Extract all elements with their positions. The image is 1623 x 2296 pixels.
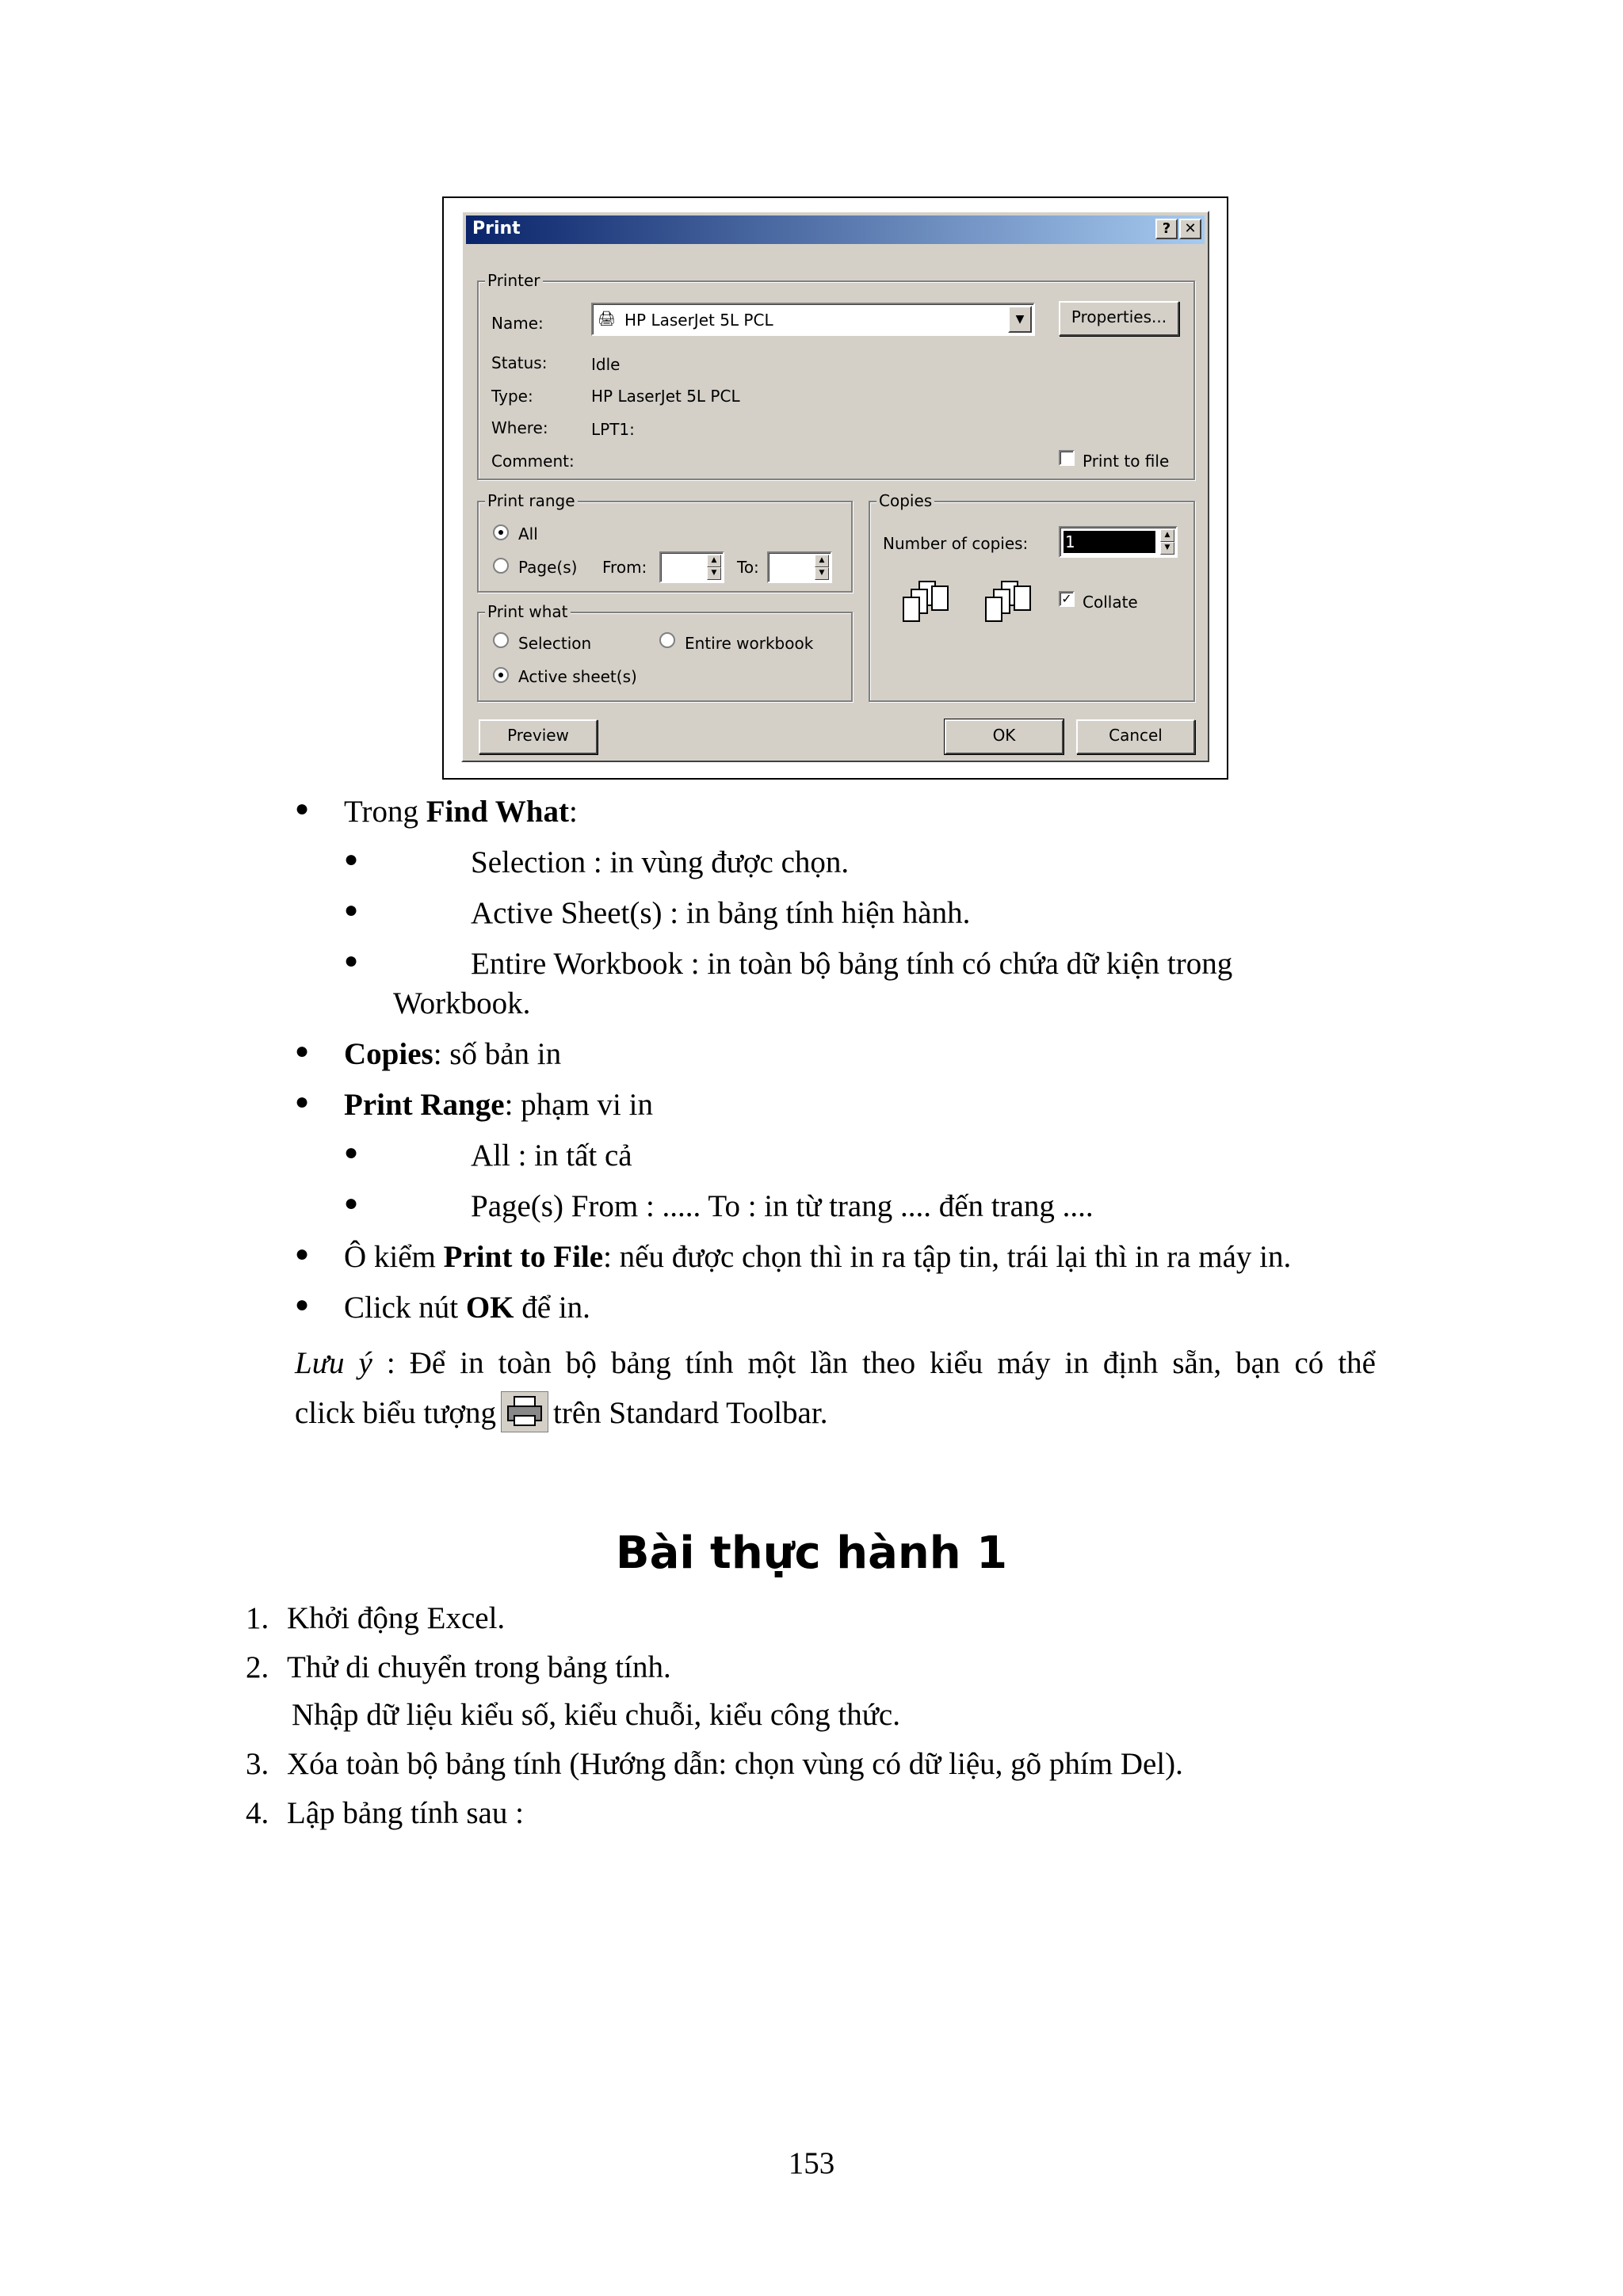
pages-item: Page(s) From : ..... To : in từ trang .... đến trang .... bbox=[471, 1189, 1094, 1223]
bullet: ● bbox=[344, 897, 359, 923]
bold-term: OK bbox=[465, 1291, 514, 1325]
bold-term: Copies bbox=[344, 1037, 433, 1071]
print-to-file-checkbox[interactable] bbox=[1059, 450, 1075, 466]
cancel-button[interactable]: Cancel bbox=[1076, 719, 1195, 754]
print-icon bbox=[501, 1391, 548, 1432]
status-value: Idle bbox=[591, 355, 621, 374]
find-what-item bbox=[344, 794, 578, 830]
text: : số bản in bbox=[433, 1037, 562, 1071]
where-value: LPT1: bbox=[591, 420, 635, 439]
bullet: ● bbox=[344, 846, 359, 872]
chevron-down-icon[interactable]: ▼ bbox=[1008, 306, 1032, 333]
print-dialog-screenshot bbox=[442, 196, 1228, 780]
bold-term: Print to File bbox=[443, 1240, 604, 1274]
bullet: ● bbox=[344, 1190, 359, 1216]
selection-item: Selection : in vùng được chọn. bbox=[471, 845, 850, 879]
dialog-titlebar bbox=[466, 215, 1205, 244]
printer-name-select[interactable] bbox=[591, 303, 1035, 336]
to-spinner[interactable]: ▲ ▼ bbox=[815, 555, 829, 580]
print-range-item bbox=[344, 1087, 653, 1123]
num-copies-value: 1 bbox=[1064, 531, 1155, 553]
print-to-file-label: Print to file bbox=[1083, 452, 1170, 471]
note-line-1 bbox=[295, 1345, 1376, 1382]
printer-group-label: Printer bbox=[485, 271, 543, 290]
dialog-title: Print bbox=[472, 219, 521, 238]
printer-name-value: HP LaserJet 5L PCL bbox=[624, 311, 773, 330]
exercise-item-text: Lập bảng tính sau : bbox=[287, 1796, 524, 1830]
exercise-item-text: Thử di chuyển trong bảng tính. bbox=[287, 1650, 671, 1684]
active-sheets-item: Active Sheet(s) : in bảng tính hiện hành. bbox=[471, 896, 971, 930]
all-label: All bbox=[518, 524, 538, 543]
text: : Để in toàn bộ bảng tính một lần theo kiểu máy in định sẵn, bạn có thể bbox=[372, 1346, 1376, 1380]
text: : phạm vi in bbox=[504, 1088, 653, 1122]
from-label: From: bbox=[602, 558, 647, 577]
text: Click nút bbox=[344, 1291, 466, 1325]
type-value: HP LaserJet 5L PCL bbox=[591, 387, 740, 406]
comment-label: Comment: bbox=[491, 452, 575, 471]
active-sheets-label: Active sheet(s) bbox=[518, 667, 637, 686]
text: Trong bbox=[344, 795, 426, 829]
all-radio[interactable] bbox=[493, 524, 509, 540]
exercise-item-num: 3. bbox=[246, 1747, 269, 1781]
printer-icon: 🖨 bbox=[598, 311, 616, 327]
entire-workbook-radio[interactable] bbox=[659, 632, 675, 648]
entire-workbook-item-cont: Workbook. bbox=[393, 986, 531, 1020]
close-button[interactable]: ✕ bbox=[1179, 219, 1201, 239]
uncollated-pages-icon bbox=[899, 578, 954, 639]
exercise-item-num: 1. bbox=[246, 1601, 269, 1635]
bullet: ● bbox=[295, 1089, 310, 1115]
print-what-group bbox=[477, 602, 853, 702]
exercise-item-text: Xóa toàn bộ bảng tính (Hướng dẫn: chọn vùng có dữ liệu, gõ phím Del). bbox=[287, 1747, 1183, 1781]
bullet: ● bbox=[344, 948, 359, 974]
bold-term: Find What bbox=[426, 795, 569, 829]
ok-button[interactable]: OK bbox=[945, 719, 1064, 754]
print-what-group-label: Print what bbox=[485, 602, 571, 621]
entire-workbook-item: Entire Workbook : in toàn bộ bảng tính có chứa dữ kiện trong bbox=[471, 947, 1233, 981]
text: : bbox=[568, 795, 578, 829]
exercise-item-text: Khởi động Excel. bbox=[287, 1601, 506, 1635]
collate-checkbox[interactable]: ✓ bbox=[1059, 591, 1075, 607]
num-copies-spinner[interactable]: ▲ ▼ bbox=[1160, 529, 1174, 555]
active-sheets-radio[interactable] bbox=[493, 667, 509, 683]
collate-label: Collate bbox=[1083, 593, 1138, 612]
print-dialog bbox=[461, 211, 1209, 762]
pages-radio[interactable] bbox=[493, 558, 509, 574]
from-input[interactable] bbox=[659, 551, 724, 583]
bullet: ● bbox=[344, 1139, 359, 1165]
note-line-2 bbox=[295, 1391, 827, 1432]
exercise-title: Bài thực hành 1 bbox=[615, 1527, 1008, 1579]
exercise-item-num: 4. bbox=[246, 1796, 269, 1830]
bullet: ● bbox=[295, 1291, 310, 1318]
from-spinner[interactable]: ▲ ▼ bbox=[707, 555, 721, 580]
where-label: Where: bbox=[491, 418, 548, 437]
type-label: Type: bbox=[491, 387, 533, 406]
print-to-file-item bbox=[344, 1239, 1291, 1276]
copies-group-label: Copies bbox=[876, 491, 934, 510]
click-ok-item bbox=[344, 1290, 590, 1326]
exercise-item-num: 2. bbox=[246, 1650, 269, 1684]
print-range-group-label: Print range bbox=[485, 491, 578, 510]
to-label: To: bbox=[737, 558, 759, 577]
selection-radio[interactable] bbox=[493, 632, 509, 648]
bold-term: Print Range bbox=[344, 1088, 505, 1122]
help-button[interactable]: ? bbox=[1155, 219, 1178, 239]
properties-button[interactable]: Properties... bbox=[1059, 301, 1179, 336]
bullet: ● bbox=[295, 795, 310, 822]
note-label: Lưu ý bbox=[295, 1346, 372, 1380]
name-label: Name: bbox=[491, 314, 544, 333]
copies-item bbox=[344, 1036, 561, 1073]
num-copies-input[interactable] bbox=[1059, 526, 1178, 558]
text: Ô kiểm bbox=[344, 1240, 444, 1274]
bullet: ● bbox=[295, 1241, 310, 1267]
text: trên Standard Toolbar. bbox=[553, 1396, 828, 1430]
all-item: All : in tất cả bbox=[471, 1138, 632, 1173]
preview-button[interactable]: Preview bbox=[479, 719, 598, 754]
status-label: Status: bbox=[491, 353, 548, 372]
exercise-item-text: Nhập dữ liệu kiểu số, kiểu chuỗi, kiểu công thức. bbox=[292, 1698, 900, 1732]
selection-label: Selection bbox=[518, 634, 592, 653]
text: : nếu được chọn thì in ra tập tin, trái lại thì in ra máy in. bbox=[603, 1240, 1292, 1274]
page-number: 153 bbox=[788, 2146, 835, 2180]
pages-label: Page(s) bbox=[518, 558, 578, 577]
bullet: ● bbox=[295, 1038, 310, 1064]
collated-pages-icon bbox=[981, 578, 1037, 639]
text: để in. bbox=[514, 1291, 590, 1325]
to-input[interactable] bbox=[767, 551, 832, 583]
text: click biểu tượng bbox=[295, 1396, 497, 1430]
num-copies-label: Number of copies: bbox=[883, 534, 1029, 553]
entire-workbook-label: Entire workbook bbox=[685, 634, 814, 653]
